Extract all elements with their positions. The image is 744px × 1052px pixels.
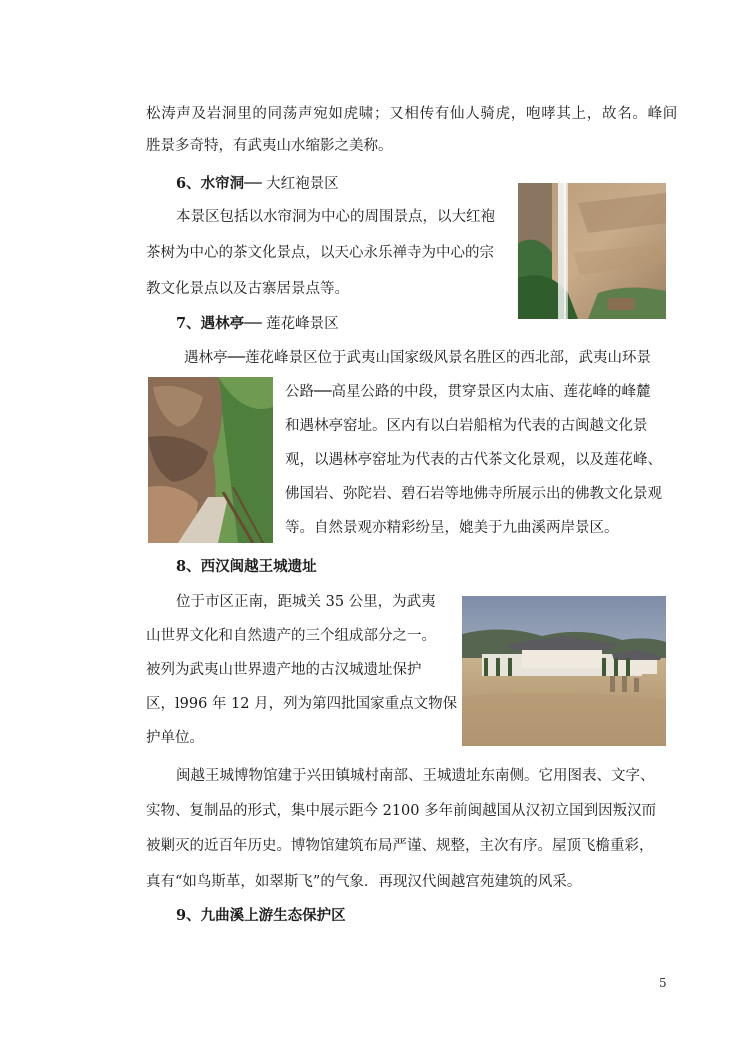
section-heading-6	[176, 174, 339, 194]
cliff-path-photo	[148, 377, 273, 543]
waterfall-photo	[518, 183, 666, 319]
section-heading-7	[176, 314, 339, 334]
heading-title: 7、遇林亭	[176, 315, 245, 332]
ancient-city-photo	[462, 596, 666, 746]
paragraph-line: 佛国岩、弥陀岩、碧石岩等地佛寺所展示出的佛教文化景观	[285, 486, 662, 502]
paragraph-line: 被列为武夷山世界遗产地的古汉城遗址保护	[146, 662, 422, 678]
paragraph-line: 山世界文化和自然遗产的三个组成部分之一。	[146, 628, 436, 644]
paragraph-line: 本景区包括以水帘洞为中心的周围景点，以大红袍	[176, 209, 495, 225]
page-number: 5	[659, 976, 667, 990]
paragraph-line: 护单位。	[146, 730, 204, 746]
heading-title: 6、水帘洞	[176, 175, 245, 192]
paragraph-line: 胜景多奇特，有武夷山水缩影之美称。	[146, 138, 393, 154]
paragraph-line: 遇林亭──莲花峰景区位于武夷山国家级风景名胜区的西北部，武夷山环景	[184, 350, 651, 366]
paragraph-line: 位于市区正南，距城关 35 公里，为武夷	[176, 594, 436, 610]
paragraph-line: 实物、复制品的形式，集中展示距今 2100 多年前闽越国从汉初立国到因叛汉而	[146, 803, 657, 819]
section-heading-9: 9、九曲溪上游生态保护区	[176, 907, 346, 924]
paragraph-line: 观，以遇林亭窑址为代表的古代茶文化景观，以及莲花峰、	[285, 452, 662, 468]
paragraph-line: 公路──高星公路的中段，贯穿景区内太庙、莲花峰的峰麓	[285, 384, 651, 400]
paragraph-line: 闽越王城博物馆建于兴田镇城村南部、王城遗址东南侧。它用图表、文字、	[176, 768, 655, 784]
paragraph-line: 区，l996 年 12 月，列为第四批国家重点文物保	[146, 696, 458, 712]
paragraph-line: 等。自然景观亦精彩纷呈，媲美于九曲溪两岸景区。	[285, 520, 619, 536]
heading-subtitle: ── 大红袍景区	[244, 176, 339, 192]
paragraph-line: 被剿灭的近百年历史。博物馆建筑布局严谨、规整，主次有序。屋顶飞檐重彩，	[146, 838, 654, 854]
paragraph-line: 教文化景点以及古寨居景点等。	[146, 281, 349, 297]
section-heading-8: 8、西汉闽越王城遗址	[176, 558, 317, 575]
paragraph-line: 茶树为中心的茶文化景点，以天心永乐禅寺为中心的宗	[146, 245, 494, 261]
paragraph-line: 松涛声及岩洞里的同荡声宛如虎啸；又相传有仙人骑虎，咆哮其上，故名。峰间	[146, 106, 678, 122]
paragraph-line: 真有“如鸟斯革，如翠斯飞”的气象．再现汉代闽越宫苑建筑的风采。	[146, 874, 582, 890]
heading-subtitle: ── 莲花峰景区	[244, 316, 339, 332]
paragraph-line: 和遇林亭窑址。区内有以白岩船棺为代表的古闽越文化景	[285, 418, 648, 434]
